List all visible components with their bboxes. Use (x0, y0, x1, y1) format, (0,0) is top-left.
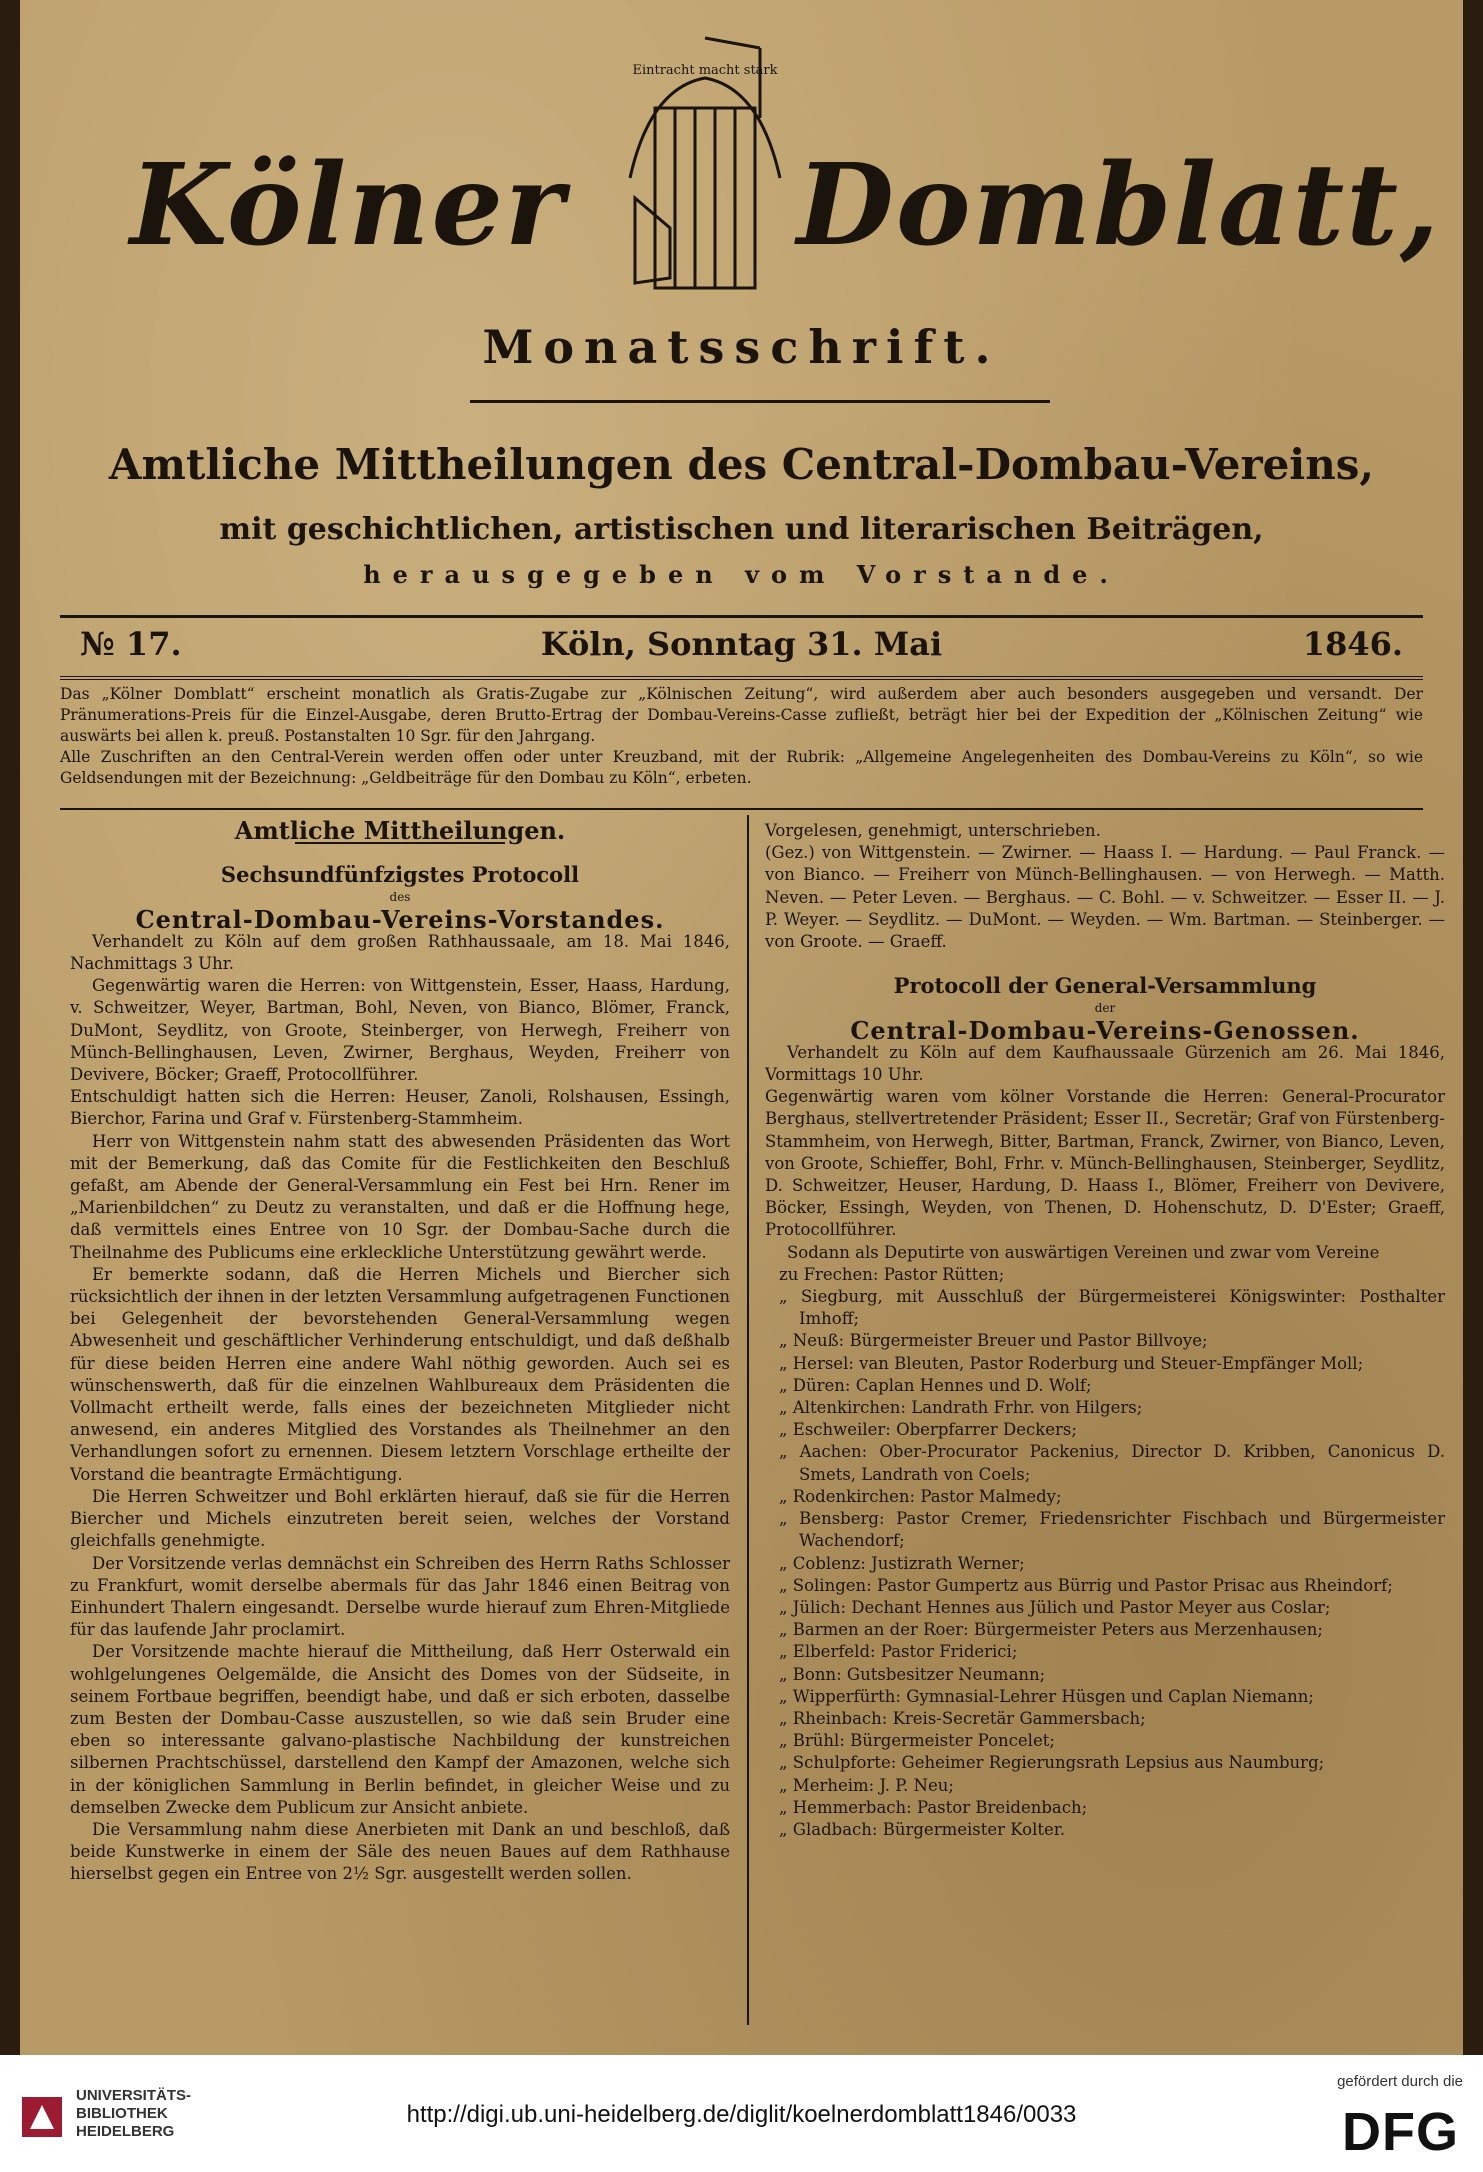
cathedral-emblem-icon (610, 28, 800, 298)
issue-date: Köln, Sonntag 31. Mai (540, 625, 943, 663)
article-paragraph: Gegenwärtig waren vom kölner Vorstande die Herren: General-Procurator Berghaus, stellvertretender Präsident; Esser II., Secretär; Graf von Fürstenberg-Stammheim, von Herwegh, Bitter, Bartman, Franck, Zwirner, von Bianco, Leven, von Groote, Schieffer, Bohl, Frhr. v. Münch-Bellinghausen, Steinberger, Seydlitz, D. Schweitzer, Heuser, Hardung, D. Haass I., Blömer, Freiherr von Devivere, Böcker, Essingh, Weyden, von Thenen, D. Hohenschutz, D. D'Ester; Graeff, Protocollführer. (765, 1087, 1445, 1240)
right-column (765, 820, 1445, 1841)
masthead-title-left: Kölner (130, 140, 566, 271)
article-paragraph: Der Vorsitzende verlas demnächst ein Schreiben des Herrn Raths Schlosser zu Frankfurt, womit derselbe abermals für das Jahr 1846 einen Beitrag von Einhundert Thalern eingesandt. Derselbe wurde hierauf zum Ehren-Mitgliede für das laufende Jahr proclamirt. (70, 1553, 730, 1640)
list-item: „ Altenkirchen: Landrath Frhr. von Hilgers; (779, 1398, 1143, 1418)
list-item: „ Neuß: Bürgermeister Breuer und Pastor Billvoye; (779, 1331, 1208, 1351)
article-paragraph: Die Versammlung nahm diese Anerbieten mit Dank an und beschloß, daß beide Kunstwerke in einem der Säle des neuen Baues auf dem Rathhause hierselbst gegen ein Entree von 2½ Sgr. ausgestellt werden sollen. (70, 1819, 730, 1884)
article-paragraph: Er bemerkte sodann, daß die Herren Michels und Biercher sich rücksichtlich der ihnen in der letzten Versammlung aufgetragenen Functionen bei Gelegenheit der bevorstehenden General-Versammlung wegen Abwesenheit und geschäftlicher Verhinderung entschuldigt, und daß deßhalb für diese beiden Herren eine andere Wahl nöthig geworden. Auch sei es wünschenswerth, daß für die einzelnen Wahlbureaux dem Präsidenten die Vollmacht ertheilt werde, falls eines der bezeichneten Mitglieder nicht anwesend, ein anderes Mitglied des Vorstandes als Theilnehmer an den Verhandlungen sofort zu ernennen. Diesem letztern Vorschlage ertheilte der Vorstand die beantragte Ermächtigung. (70, 1264, 730, 1484)
university-name: UNIVERSITÄTS- BIBLIOTHEK HEIDELBERG (76, 2087, 192, 2140)
list-item: „ Coblenz: Justizrath Werner; (779, 1553, 1025, 1573)
list-item: „ Elberfeld: Pastor Friderici; (779, 1642, 1018, 1662)
dfg-logo: DFG (1342, 2102, 1459, 2162)
article-paragraph: Herr von Wittgenstein nahm statt des abwesenden Präsidenten das Wort mit der Bemerkung, daß das Comite für die Festlichkeiten den Beschluß gefaßt, am Abende der General-Versammlung ein Fest bei Hrn. Rener im „Marienbildchen“ zu Deutz zu veranstalten, und daß er die Hoffnung hege, daß vermittels eines Entree von 10 Sgr. der Dombau-Sache durch die Theilnahme des Publicums eine erkleckliche Unterstützung gewährt werde. (70, 1131, 730, 1262)
protocol-connector: des (389, 890, 411, 905)
list-item: „ Aachen: Ober-Procurator Packenius, Director D. Kribben, Canonicus D. Smets, Landrath von Coels; (779, 1442, 1445, 1484)
list-item: „ Eschweiler: Oberpfarrer Deckers; (779, 1420, 1077, 1440)
list-item: „ Wipperfürth: Gymnasial-Lehrer Hüsgen und Caplan Niemann; (779, 1686, 1314, 1706)
list-item: „ Schulpforte: Geheimer Regierungsrath Lepsius aus Naumburg; (779, 1753, 1325, 1773)
list-item: „ Hersel: van Bleuten, Pastor Roderburg und Steuer-Empfänger Moll; (779, 1353, 1364, 1373)
article-paragraph: Gegenwärtig waren die Herren: von Wittgenstein, Esser, Haass, Hardung, v. Schweitzer, Weyer, Bartman, Bohl, Neven, von Bianco, Blömer, Franck, DuMont, Seydlitz, von Groote, Steinberger, von Herwegh, Freiherr von Münch-Bellinghausen, Leven, Zwirner, Berghaus, Weyden, Freiherr von Devivere, Böcker; Graeff, Protocollführer. (70, 976, 730, 1085)
divider (60, 615, 1423, 618)
list-item: „ Barmen an der Roer: Bürgermeister Peters aus Merzenhausen; (779, 1620, 1323, 1640)
list-item: „ Bensberg: Pastor Cremer, Friedensrichter Fischbach und Bürgermeister Wachendorf; (779, 1509, 1445, 1551)
issue-line (80, 625, 1403, 670)
protocol-title: Sechsundfünfzigstes Protocoll (220, 862, 580, 888)
newspaper-page (20, 0, 1463, 2055)
protocol-connector: der (1094, 1001, 1116, 1016)
list-item: zu Frechen: Pastor Rütten; (779, 1264, 1005, 1284)
list-item: „ Bonn: Gutsbesitzer Neumann; (779, 1664, 1046, 1684)
issue-year: 1846. (1302, 625, 1403, 663)
emblem-motto: Eintracht macht stark (632, 63, 778, 78)
masthead-tagline-secondary: mit geschichtlichen, artistischen und literarischen Beiträgen, (219, 512, 1264, 547)
list-item: „ Solingen: Pastor Gumpertz aus Bürrig und Pastor Prisac aus Rheindorf; (779, 1575, 1393, 1595)
article-paragraph: Sodann als Deputirte von auswärtigen Vereinen und zwar vom Vereine (787, 1242, 1380, 1262)
list-item: „ Rodenkirchen: Pastor Malmedy; (779, 1486, 1062, 1506)
article-paragraph: Verhandelt zu Köln auf dem großen Rathhaussaale, am 18. Mai 1846, Nachmittags 3 Uhr. (70, 931, 730, 974)
issue-number: № 17. (80, 625, 182, 663)
list-item: „ Hemmerbach: Pastor Breidenbach; (779, 1797, 1088, 1817)
closing-line: Vorgelesen, genehmigt, unterschrieben. (765, 821, 1101, 840)
masthead-title-right: Domblatt, (796, 140, 1441, 271)
sponsor-note: gefördert durch die (1337, 2073, 1463, 2090)
digitization-footer (0, 2055, 1483, 2172)
article-paragraph: Der Vorsitzende machte hierauf die Mittheilung, daß Herr Osterwald ein wohlgelungenes Oelgemälde, die Ansicht des Domes von der Südseite, in seinem Fortbaue begriffen, beendigt habe, und daß er sich erboten, dasselbe zum Besten der Dombau-Casse auszustellen, so wie daß sein Bruder eine eben so interessante galvano-plastische Nachbildung der kunstreichen silbernen Prachtschüssel, darstellend den Kampf der Amazonen, welche sich in der königlichen Sammlung in Berlin befindet, in gleicher Weise und zu demselben Zwecke dem Publicum zur Ansicht anbiete. (70, 1642, 730, 1817)
notice-paragraph: Das „Kölner Domblatt“ erscheint monatlich als Gratis-Zugabe zur „Kölnischen Zeitung“, wird außerdem aber auch besonders ausgegeben und versandt. Der Pränumerations-Preis für die Einzel-Ausgabe, deren Brutto-Ertrag der Dombau-Vereins-Casse zufließt, beträgt hier bei der Expedition der „Kölnischen Zeitung“ wie auswärts bei allen k. preuß. Postanstalten 10 Sgr. für den Jahrgang. (60, 685, 1423, 745)
deputies-list (765, 1264, 1445, 1841)
article-paragraph: Die Herren Schweitzer und Bohl erklärten hierauf, daß sie für die Herren Biercher und Michels einzutreten bereit seien, welches der Vorstand gleichfalls genehmigte. (70, 1486, 730, 1551)
list-item: „ Gladbach: Bürgermeister Kolter. (779, 1819, 1066, 1839)
section-title: Amtliche Mittheilungen. (234, 816, 566, 845)
protocol-title: Protocoll der General-Versammlung (893, 973, 1317, 999)
list-item: „ Siegburg, mit Ausschluß der Bürgermeisterei Königswinter: Posthalter Imhoff; (779, 1287, 1445, 1329)
masthead-publisher: herausgegeben vom Vorstande. (363, 560, 1120, 589)
list-item: „ Rheinbach: Kreis-Secretär Gammersbach; (779, 1708, 1146, 1728)
masthead-subtitle: Monatsschrift. (482, 320, 1001, 374)
left-column (70, 816, 730, 1886)
divider (60, 808, 1423, 810)
protocol-body-name: Central-Dombau-Vereins-Genossen. (850, 1015, 1360, 1045)
list-item: „ Merheim: J. P. Neu; (779, 1775, 954, 1795)
list-item: „ Jülich: Dechant Hennes aus Jülich und Pastor Meyer aus Coslar; (779, 1597, 1331, 1617)
list-item: „ Brühl: Bürgermeister Poncelet; (779, 1731, 1055, 1751)
signatures: (Gez.) von Wittgenstein. — Zwirner. — Haass I. — Hardung. — Paul Franck. — von Bianco. — Freiherr von Münch-Bellinghausen. — von Herwegh. — Matth. Neven. — Peter Leven. — Berghaus. — C. Bohl. — v. Schweitzer. — Esser II. — J. P. Weyer. — Seydlitz. — DuMont. — Weyden. — Wm. Bartman. — Steinberger. — von Groote. — Graeff. (765, 843, 1445, 952)
protocol-body-name: Central-Dombau-Vereins-Vorstandes. (135, 904, 665, 934)
divider (470, 400, 1050, 403)
subscription-notice (60, 684, 1423, 789)
notice-paragraph: Alle Zuschriften an den Central-Verein werden offen oder unter Kreuzband, mit der Rubrik: „Allgemeine Angelegenheiten des Dombau-Vereins zu Köln“, so wie Geldsendungen mit der Bezeichnung: „Geldbeiträge für den Dombau zu Köln“, erbeten. (60, 748, 1423, 787)
article-paragraph: Entschuldigt hatten sich die Herren: Heuser, Zanoli, Rolshausen, Essingh, Bierchor, Farina und Graf v. Fürstenberg-Stammheim. (70, 1087, 730, 1129)
article-paragraph: Verhandelt zu Köln auf dem Kaufhaussaale Gürzenich am 26. Mai 1846, Vormittags 10 Uhr. (765, 1042, 1445, 1085)
column-divider (747, 815, 749, 2025)
list-item: „ Düren: Caplan Hennes und D. Wolf; (779, 1375, 1092, 1395)
divider (60, 676, 1423, 680)
masthead-tagline: Amtliche Mittheilungen des Central-Dombau-Vereins, (108, 440, 1375, 489)
source-url-link[interactable]: http://digi.ub.uni-heidelberg.de/diglit/koelnerdomblatt1846/0033 (406, 2101, 1077, 2128)
